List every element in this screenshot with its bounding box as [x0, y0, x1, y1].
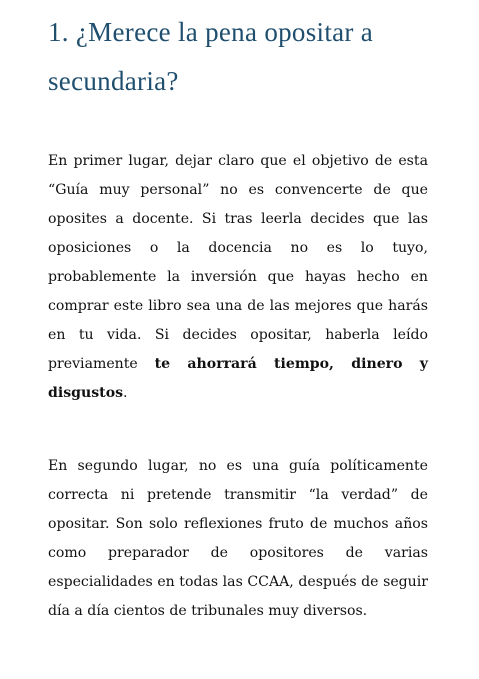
- paragraph-intro-bold: te ahorrará tiempo, dinero y disgustos: [48, 356, 428, 401]
- paragraph-intro: [48, 147, 428, 408]
- paragraph-intro-text: En primer lugar, dejar claro que el objetivo de esta “Guía muy personal” no es convencerte de que oposites a docente. Si tras leerla decides que las oposiciones o la docencia no es lo tuyo, probablemente la inversión que hayas hecho en comprar este libro sea una de las mejores que harás en tu vida. Si decides opositar, haberla leído previamente: [48, 153, 428, 372]
- paragraph-second: En segundo lugar, no es una guía políticamente correcta ni pretende transmitir “la verdad” de opositar. Son solo reflexiones fruto de muchos años como preparador de opositores de varias especialidades en todas las CCAA, después de seguir día a día cientos de tribunales muy diversos.: [48, 458, 428, 619]
- paragraph-intro-end: .: [123, 385, 128, 401]
- chapter-title: 1. ¿Merece la pena opositar a secundaria?: [48, 17, 374, 96]
